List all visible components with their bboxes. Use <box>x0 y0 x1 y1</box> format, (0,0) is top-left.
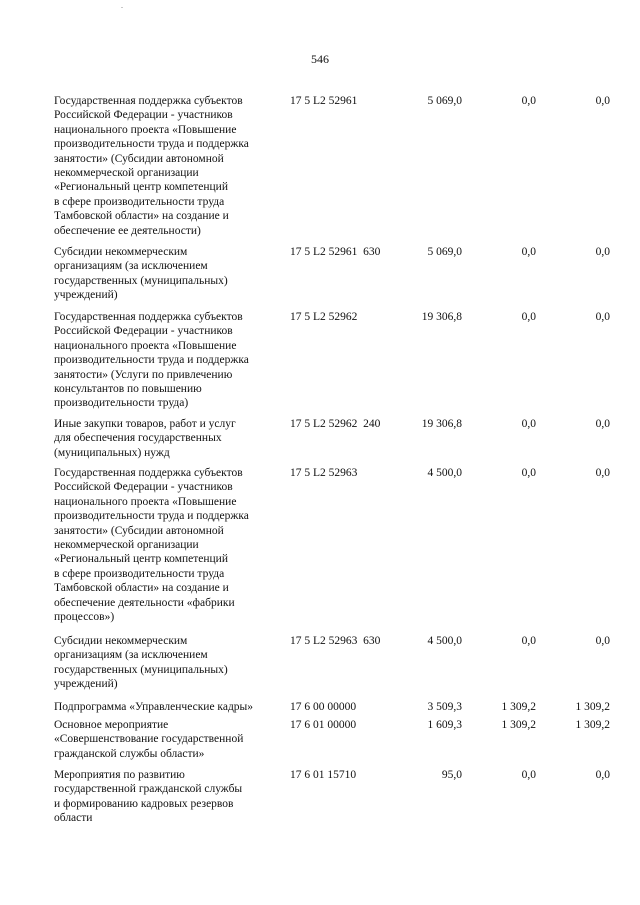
row-name: Государственная поддержка субъектов Российской Федерации - участников национального проекта «Повышение производительности труда и поддержка занятости» (Субсидии автономной некоммерческой организации «Региональный центр компетенций в сфере производительности труда Тамбовской области» на создание и обеспечение ее деятельности) <box>54 95 249 237</box>
row-value-2: 0,0 <box>521 635 536 647</box>
row-value-2: 0,0 <box>521 246 536 258</box>
row-value-1: 5 069,0 <box>427 95 462 107</box>
row-value-1: 95,0 <box>441 769 462 781</box>
row-value-1: 4 500,0 <box>427 635 462 647</box>
row-name: Мероприятия по развитию государственной гражданской службы и формированию кадровых резервов области <box>54 769 243 825</box>
row-code: 17 5 L2 52962 <box>290 311 358 323</box>
row-value-3: 0,0 <box>595 95 610 107</box>
row-value-3: 1 309,2 <box>575 701 610 713</box>
row-value-1: 19 306,8 <box>421 311 462 323</box>
row-value-1: 3 509,3 <box>427 701 462 713</box>
scan-speck <box>121 7 123 8</box>
row-name: Основное мероприятие «Совершенствование государственной гражданской службы области» <box>54 719 244 760</box>
row-value-2: 0,0 <box>521 418 536 430</box>
row-name: Государственная поддержка субъектов Российской Федерации - участников национального проекта «Повышение производительности труда и поддержка занятости» (Субсидии автономной некоммерческой организации «Региональный центр компетенций в сфере производительности труда Тамбовской области» на создание и обеспечение деятельности «фабрики процессов») <box>54 467 249 624</box>
row-value-2: 1 309,2 <box>501 701 536 713</box>
row-value-1: 1 609,3 <box>427 719 462 731</box>
row-code: 17 6 01 00000 <box>290 719 357 731</box>
row-value-3: 0,0 <box>595 467 610 479</box>
row-code: 17 5 L2 52961 <box>290 95 358 107</box>
row-value-1: 5 069,0 <box>427 246 462 258</box>
row-code: 17 5 L2 52963 <box>290 467 358 479</box>
row-value-2: 0,0 <box>521 467 536 479</box>
page-number: 546 <box>311 52 329 66</box>
row-value-3: 1 309,2 <box>575 719 610 731</box>
row-name: Государственная поддержка субъектов Российской Федерации - участников национального проекта «Повышение производительности труда и поддержка занятости» (Услуги по привлечению консультантов по повышению производительности труда) <box>54 311 249 410</box>
row-value-2: 0,0 <box>521 769 536 781</box>
row-value-3: 0,0 <box>595 246 610 258</box>
row-value-3: 0,0 <box>595 418 610 430</box>
row-value-1: 19 306,8 <box>421 418 462 430</box>
row-value-1: 4 500,0 <box>427 467 462 479</box>
row-value-3: 0,0 <box>595 311 610 323</box>
row-value-2: 1 309,2 <box>501 719 536 731</box>
row-name: Подпрограмма «Управленческие кадры» <box>54 701 254 713</box>
row-value-3: 0,0 <box>595 769 610 781</box>
row-value-2: 0,0 <box>521 311 536 323</box>
row-code: 17 5 L2 52961 630 <box>290 246 381 258</box>
row-name: Иные закупки товаров, работ и услуг для обеспечения государственных (муниципальных) нужд <box>54 418 236 459</box>
row-value-3: 0,0 <box>595 635 610 647</box>
row-code: 17 5 L2 52963 630 <box>290 635 381 647</box>
row-code: 17 6 01 15710 <box>290 769 357 781</box>
row-name: Субсидии некоммерческим организациям (за исключением государственных (муниципальных) учреждений) <box>54 246 228 302</box>
row-code: 17 6 00 00000 <box>290 701 357 713</box>
row-name: Субсидии некоммерческим организациям (за исключением государственных (муниципальных) учреждений) <box>54 635 228 691</box>
row-value-2: 0,0 <box>521 95 536 107</box>
row-code: 17 5 L2 52962 240 <box>290 418 381 430</box>
